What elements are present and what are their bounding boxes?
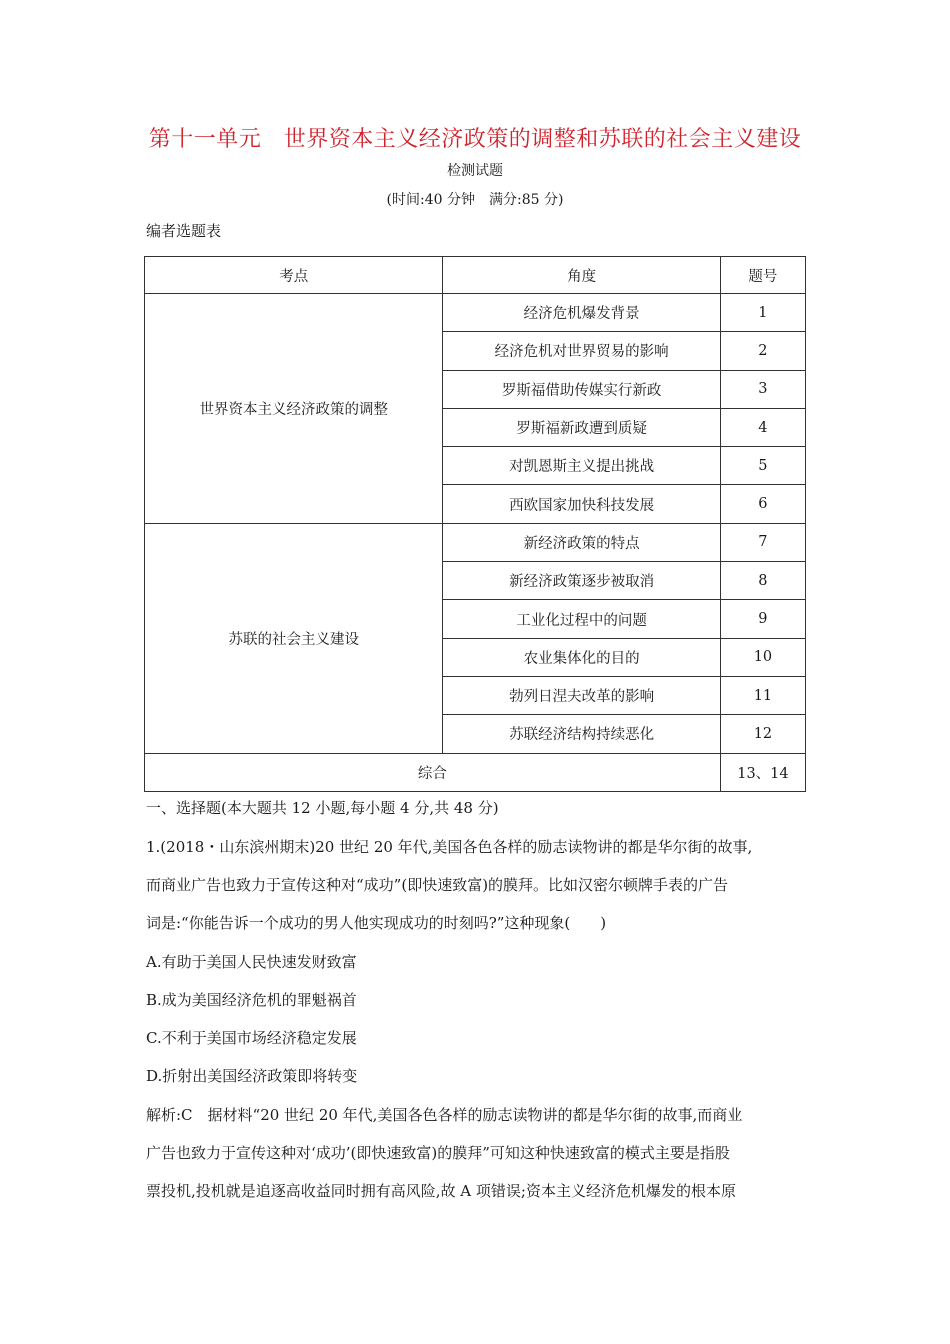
number-cell: 8 <box>720 562 805 600</box>
option-a: A.有助于美国人民快速发财致富 <box>146 953 357 971</box>
angle-cell: 经济危机对世界贸易的影响 <box>443 332 720 370</box>
number-cell: 11 <box>720 676 805 714</box>
number-cell: 4 <box>720 408 805 446</box>
document-subtitle: 检测试题 <box>447 163 503 179</box>
angle-cell: 西欧国家加快科技发展 <box>443 485 720 523</box>
number-cell: 10 <box>720 638 805 676</box>
table-row <box>145 294 806 332</box>
question-stem-line: 词是:“你能告诉一个成功的男人他实现成功的时刻吗?”这种现象( ) <box>146 914 607 932</box>
section-heading: 一、选择题(本大题共 12 小题,每小题 4 分,共 48 分) <box>146 799 499 817</box>
summary-number: 13、14 <box>720 753 805 791</box>
summary-label: 综合 <box>145 753 721 791</box>
topic-cell: 世界资本主义经济政策的调整 <box>145 294 443 524</box>
angle-cell: 对凯恩斯主义提出挑战 <box>443 447 720 485</box>
question-stem-line: 而商业广告也致力于宣传这种对“成功”(即快速致富)的膜拜。比如汉密尔顿牌手表的广告 <box>146 876 729 894</box>
analysis-line: 票投机,投机就是追逐高收益同时拥有高风险,故 A 项错误;资本主义经济危机爆发的根本原 <box>146 1182 736 1200</box>
header-topic: 考点 <box>145 257 443 294</box>
document-title: 第十一单元 世界资本主义经济政策的调整和苏联的社会主义建设 <box>148 127 802 152</box>
angle-cell: 新经济政策逐步被取消 <box>443 562 720 600</box>
option-c: C.不利于美国市场经济稳定发展 <box>146 1029 357 1047</box>
topic-cell: 苏联的社会主义建设 <box>145 523 443 753</box>
angle-cell: 工业化过程中的问题 <box>443 600 720 638</box>
number-cell: 9 <box>720 600 805 638</box>
table-row <box>145 523 806 561</box>
angle-cell: 罗斯福借助传媒实行新政 <box>443 370 720 408</box>
analysis-line: 解析:C 据材料“20 世纪 20 年代,美国各色各样的励志读物讲的都是华尔街的故事,而商业 <box>146 1106 743 1124</box>
number-cell: 5 <box>720 447 805 485</box>
angle-cell: 经济危机爆发背景 <box>443 294 720 332</box>
question-selection-table <box>144 256 806 792</box>
question-stem-line: 1.(2018・山东滨州期末)20 世纪 20 年代,美国各色各样的励志读物讲的都是华尔街的故事, <box>146 838 753 856</box>
angle-cell: 勃列日涅夫改革的影响 <box>443 676 720 714</box>
number-cell: 12 <box>720 715 805 753</box>
number-cell: 6 <box>720 485 805 523</box>
header-angle: 角度 <box>443 257 720 294</box>
time-info: (时间:40 分钟 满分:85 分) <box>386 192 564 208</box>
number-cell: 1 <box>720 294 805 332</box>
number-cell: 2 <box>720 332 805 370</box>
table-caption: 编者选题表 <box>146 222 222 240</box>
angle-cell: 农业集体化的目的 <box>443 638 720 676</box>
table-header-row <box>145 257 806 294</box>
option-b: B.成为美国经济危机的罪魁祸首 <box>146 991 357 1009</box>
angle-cell: 罗斯福新政遭到质疑 <box>443 408 720 446</box>
analysis-line: 广告也致力于宣传这种对‘成功’(即快速致富)的膜拜”可知这种快速致富的模式主要是指股 <box>146 1144 730 1162</box>
angle-cell: 苏联经济结构持续恶化 <box>443 715 720 753</box>
number-cell: 3 <box>720 370 805 408</box>
angle-cell: 新经济政策的特点 <box>443 523 720 561</box>
number-cell: 7 <box>720 523 805 561</box>
option-d: D.折射出美国经济政策即将转变 <box>146 1067 358 1085</box>
table-summary-row <box>145 753 806 791</box>
header-number: 题号 <box>720 257 805 294</box>
